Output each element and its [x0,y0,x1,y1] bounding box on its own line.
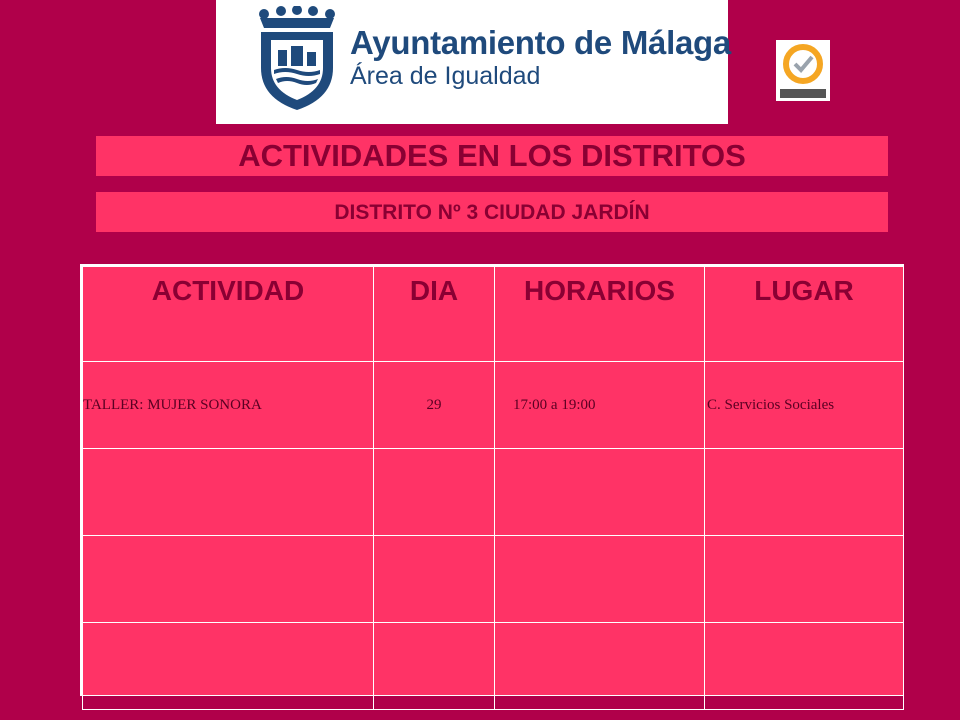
day-cell [374,623,495,710]
activities-table [80,264,904,696]
hours-cell [495,449,705,536]
table-row [83,623,904,710]
logo-panel [216,0,731,124]
activity-cell [83,623,374,710]
certification-badge [776,40,830,101]
hours-cell [495,623,705,710]
table-header-row [83,267,904,362]
day-cell [374,536,495,623]
activity-cell [83,449,374,536]
city-shield-icon [256,6,338,110]
table-row [83,536,904,623]
activity-cell [83,536,374,623]
hours-cell [495,536,705,623]
place-cell [705,449,904,536]
place-cell [705,536,904,623]
table-row [83,362,904,449]
logo-subtitle: Área de Igualdad [350,62,541,90]
place-cell: C. Servicios Sociales [705,362,904,449]
table-row [83,449,904,536]
column-header-day: DIA [374,267,495,362]
place-cell [705,623,904,710]
column-header-place: LUGAR [705,267,904,362]
logo-title: Ayuntamiento de Málaga [350,24,731,61]
column-header-activity: ACTIVIDAD [83,267,374,362]
district-subtitle: DISTRITO Nº 3 CIUDAD JARDÍN [96,192,888,232]
day-cell: 29 [374,362,495,449]
day-cell [374,449,495,536]
sgs-certification-icon [776,40,830,101]
hours-cell: 17:00 a 19:00 [495,362,705,449]
column-header-hours: HORARIOS [495,267,705,362]
page-title: ACTIVIDADES EN LOS DISTRITOS [96,136,888,176]
activity-cell: TALLER: MUJER SONORA [83,362,374,449]
